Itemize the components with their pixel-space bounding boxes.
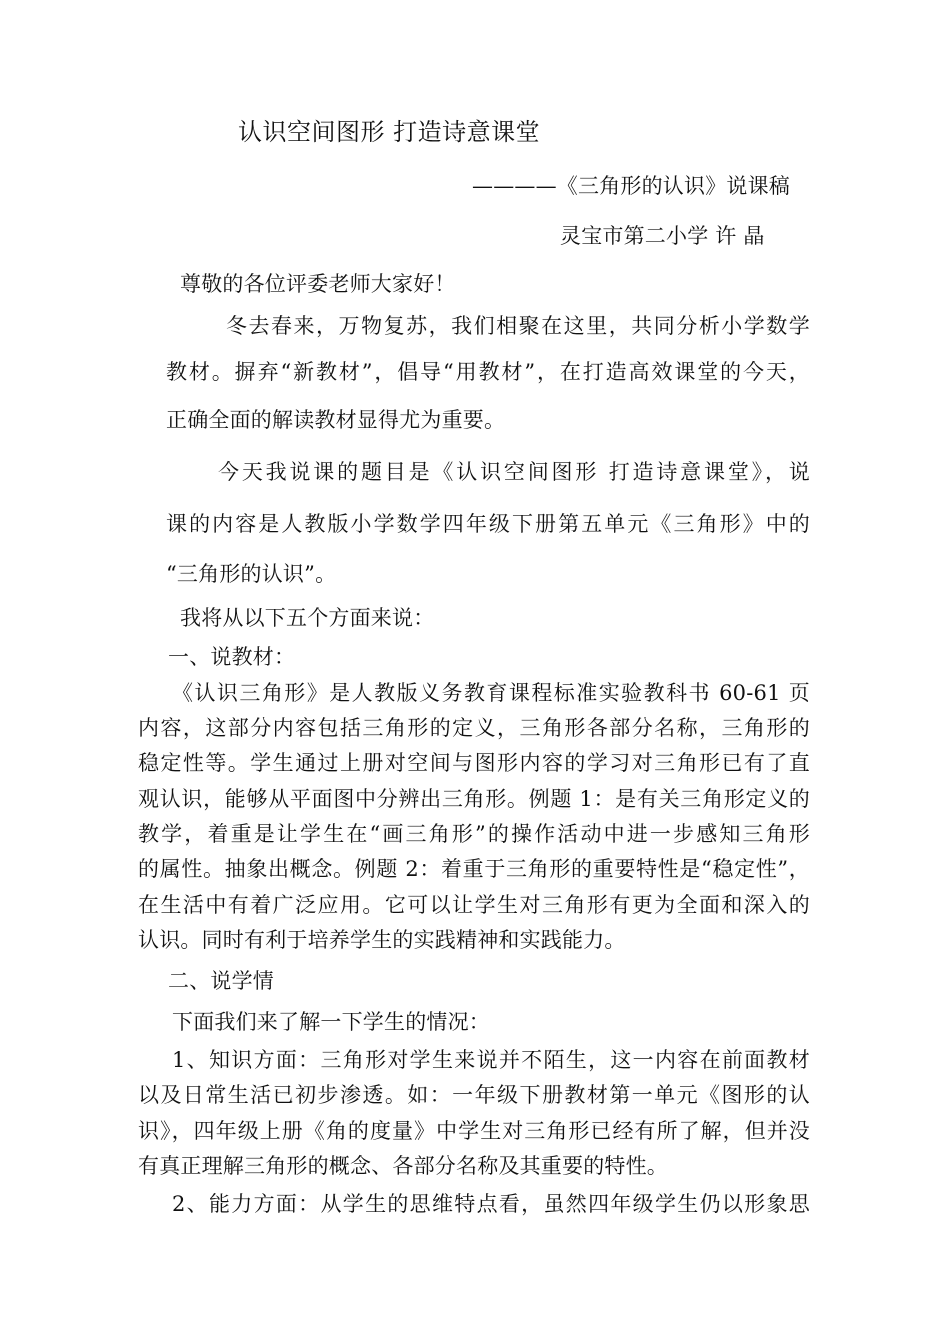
intro-p3: 我将从以下五个方面来说：: [180, 606, 435, 630]
section2-p1-line-3: 识》，四年级上册《角的度量》中学生对三角形已经有所了解，但并没: [138, 1119, 810, 1143]
section1-line-6: 的属性。抽象出概念。例题 2：着重于三角形的重要特性是“稳定性”，: [138, 857, 810, 881]
section1-line-1: 《认识三角形》是人教版义务教育课程标准实验教科书 60-61 页: [172, 681, 810, 705]
section1-line-7: 在生活中有着广泛应用。它可以让学生对三角形有更为全面和深入的: [138, 893, 810, 917]
section1-heading: 一、说教材：: [168, 645, 296, 669]
section2-p1-line-1: 1、知识方面：三角形对学生来说并不陌生，这一内容在前面教材: [172, 1048, 810, 1072]
intro-p1-line-2: 教材。摒弃“新教材”，倡导“用教材”，在打造高效课堂的今天，: [166, 360, 810, 384]
intro-p2-line-3: “三角形的认识”。: [166, 562, 337, 586]
intro-p2-line-2: 课的内容是人教版小学数学四年级下册第五单元《三角形》中的: [166, 512, 810, 536]
section1-line-4: 观认识，能够从平面图中分辨出三角形。例题 1：是有关三角形定义的: [138, 787, 810, 811]
intro-p2-line-1: 今天我说课的题目是《认识空间图形 打造诗意课堂》，说: [218, 460, 810, 484]
section1-line-5: 教学，着重是让学生在“画三角形”的操作活动中进一步感知三角形: [138, 822, 810, 846]
section1-line-3: 稳定性等。学生通过上册对空间与图形内容的学习对三角形已有了直: [138, 751, 810, 775]
section2-p1-line-4: 有真正理解三角形的概念、各部分名称及其重要的特性。: [138, 1154, 668, 1178]
section2-p2-line-1: 2、能力方面：从学生的思维特点看，虽然四年级学生仍以形象思: [172, 1192, 810, 1216]
intro-p1-line-3: 正确全面的解读教材显得尤为重要。: [166, 408, 506, 432]
section1-line-2: 内容，这部分内容包括三角形的定义，三角形各部分名称，三角形的: [138, 716, 810, 740]
intro-p1-line-1: 冬去春来，万物复苏，我们相聚在这里，共同分析小学数学: [226, 314, 810, 338]
page-subtitle: ————《三角形的认识》说课稿: [472, 174, 790, 198]
section2-intro: 下面我们来了解一下学生的情况：: [172, 1010, 490, 1034]
section2-p1-line-2: 以及日常生活已初步渗透。如：一年级下册教材第一单元《图形的认: [138, 1083, 810, 1107]
section1-line-8: 认识。同时有利于培养学生的实践精神和实践能力。: [138, 928, 626, 952]
author-line: 灵宝市第二小学 许 晶: [560, 224, 765, 248]
page-title: 认识空间图形 打造诗意课堂: [238, 118, 541, 146]
greeting: 尊敬的各位评委老师大家好！: [180, 272, 456, 296]
section2-heading: 二、说学情: [168, 969, 274, 993]
